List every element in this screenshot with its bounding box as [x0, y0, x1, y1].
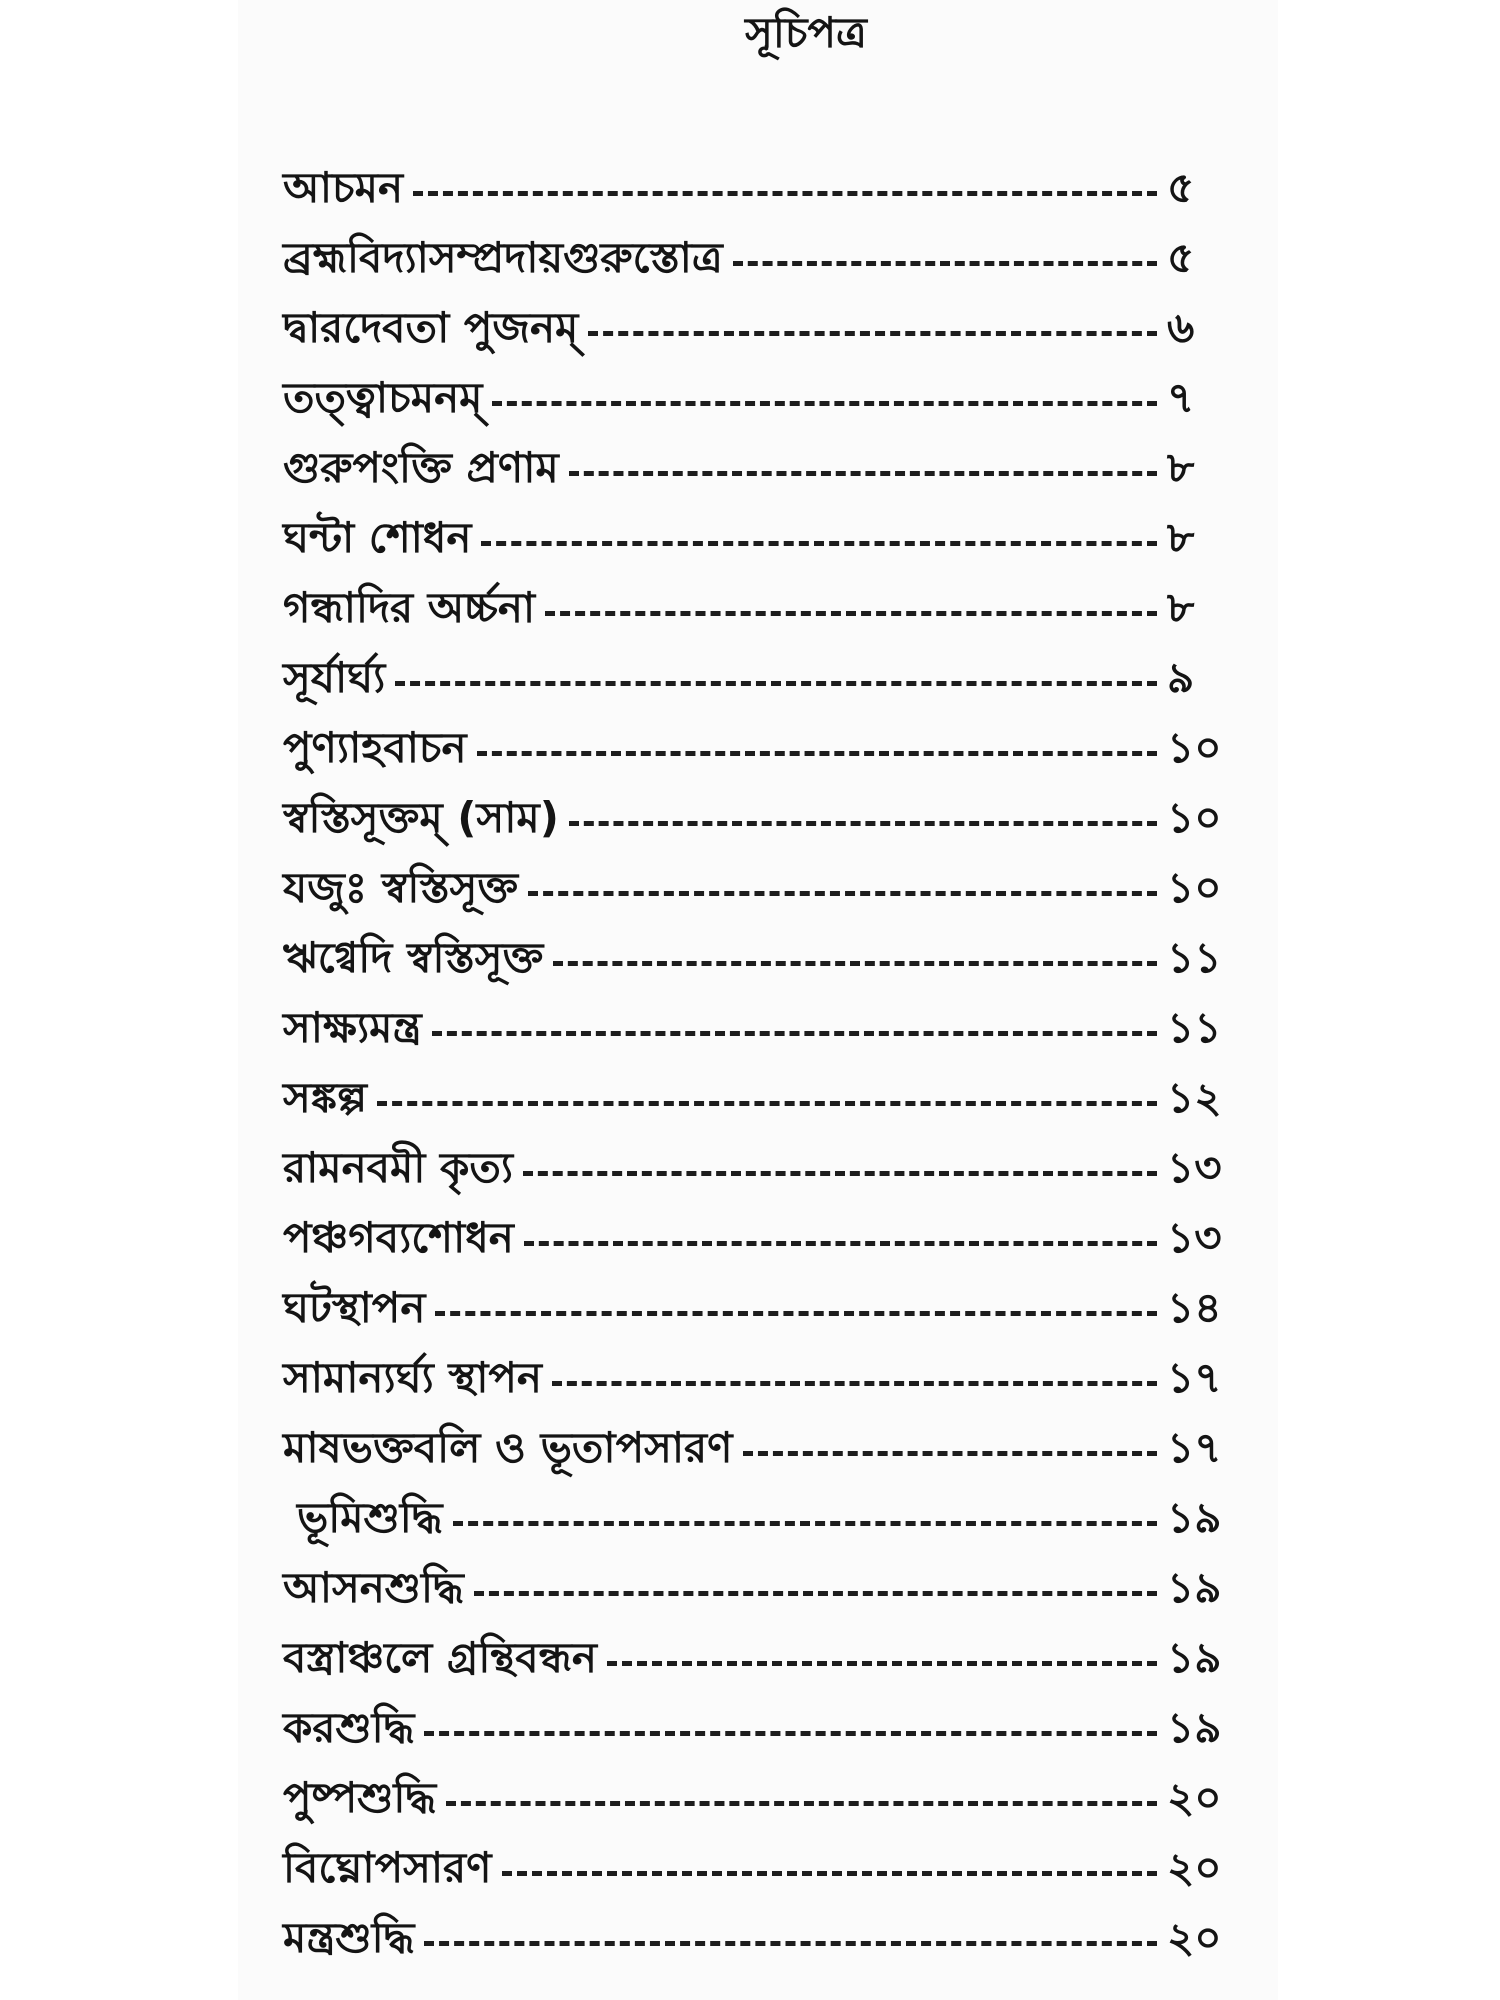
toc-entry-label: পঞ্চগব্যশোধন [283, 1213, 514, 1262]
toc-entry-page-number: ১৪ [1167, 1283, 1222, 1332]
toc-dot-leader [395, 681, 1157, 686]
toc-dot-leader [435, 1311, 1157, 1316]
toc-entry [283, 288, 1223, 358]
toc-dot-leader [481, 541, 1157, 546]
toc-dot-leader [743, 1451, 1157, 1456]
toc-entry-page-number: ১৭ [1167, 1353, 1222, 1402]
toc-entry [283, 848, 1223, 918]
toc-entry [283, 1478, 1223, 1548]
toc-entry-label: রামনবমী কৃত্য [283, 1143, 514, 1192]
toc-entry-page-number: ১১ [1167, 933, 1222, 982]
toc-entry-page-number: ২০ [1167, 1843, 1222, 1892]
toc-entry-label: দ্বারদেবতা পুজনম্ [283, 303, 579, 352]
toc-entry [283, 1338, 1223, 1408]
toc-dot-leader [432, 1031, 1157, 1036]
toc-dot-leader [474, 1591, 1157, 1596]
toc-entry-page-number: ১৯ [1167, 1493, 1222, 1542]
toc-dot-leader [424, 1941, 1157, 1946]
toc-dot-leader [413, 191, 1157, 196]
toc-entry-label: বিঘ্নোপসারণ [283, 1843, 492, 1892]
toc-entry-page-number: ১১ [1167, 1003, 1222, 1052]
toc-entry-label: স্বস্তিসূক্তম্ (সাম) [283, 793, 559, 842]
toc-entry-label: আচমন [283, 163, 404, 212]
toc-entry-page-number: ১০ [1167, 793, 1222, 842]
toc-entry-label: ভূমিশুদ্ধি [297, 1493, 443, 1542]
toc-dot-leader [377, 1101, 1157, 1106]
toc-dot-leader [528, 891, 1157, 896]
toc-entry-label: করশুদ্ধি [283, 1703, 415, 1752]
toc-entry-label: সূর্যার্ঘ্য [283, 653, 386, 702]
toc-entry [283, 358, 1223, 428]
toc-dot-leader [477, 751, 1157, 756]
toc-dot-leader [569, 821, 1157, 826]
toc-dot-leader [492, 401, 1157, 406]
toc-entry [283, 428, 1223, 498]
toc-entry-page-number: ১৯ [1167, 1703, 1222, 1752]
toc-entry-page-number: ১৭ [1167, 1423, 1222, 1472]
toc-dot-leader [552, 1381, 1157, 1386]
toc-entry [283, 918, 1223, 988]
toc-entry-label: ঘন্টা শোধন [283, 513, 472, 562]
toc-entry-page-number: ৮ [1167, 583, 1195, 632]
toc-entry-label: ব্রহ্মবিদ্যাসম্প্রদায়গুরুস্তোত্র [283, 233, 723, 282]
toc-entry-page-number: ৬ [1167, 303, 1195, 352]
toc-entry [283, 1058, 1223, 1128]
toc-entry-page-number: ২০ [1167, 1773, 1222, 1822]
toc-entry-label: সঙ্কল্প [283, 1073, 368, 1122]
toc-entry [283, 148, 1223, 218]
toc-dot-leader [502, 1871, 1157, 1876]
toc-entry-page-number: ৮ [1167, 513, 1195, 562]
toc-entry [283, 1548, 1223, 1618]
toc-entry [283, 1898, 1223, 1968]
toc-entry-label: তত্ত্বাচমনম্ [283, 373, 483, 422]
toc-entry-label: সাক্ষ্যমন্ত্র [283, 1003, 422, 1052]
toc-entry-label: পুষ্পশুদ্ধি [283, 1773, 437, 1822]
toc-entry [283, 1758, 1223, 1828]
toc-entry-page-number: ২০ [1167, 1913, 1222, 1962]
toc-entry-page-number: ১৩ [1167, 1143, 1222, 1192]
toc-entry-page-number: ১৯ [1167, 1563, 1222, 1612]
table-of-contents [283, 148, 1223, 1993]
toc-entry-page-number: ১২ [1167, 1073, 1222, 1122]
page-title: সূচিপত্র [745, 8, 867, 57]
toc-entry-label: পুণ্যাহবাচন [283, 723, 467, 772]
toc-dot-leader [569, 471, 1157, 476]
toc-entry [283, 218, 1223, 288]
toc-entry [283, 1408, 1223, 1478]
toc-dot-leader [553, 961, 1157, 966]
toc-dot-leader [588, 331, 1157, 336]
toc-entry-page-number: ৫ [1167, 163, 1195, 212]
toc-entry-page-number: ৭ [1167, 373, 1195, 422]
toc-dot-leader [545, 611, 1157, 616]
toc-entry-label: ঋগ্বেদি স্বস্তিসূক্ত [283, 933, 544, 982]
toc-entry-label: গুরুপংক্তি প্রণাম [283, 443, 559, 492]
toc-entry-label: আসনশুদ্ধি [283, 1563, 464, 1612]
toc-entry [283, 1268, 1223, 1338]
toc-entry [283, 708, 1223, 778]
toc-entry [283, 778, 1223, 848]
toc-entry-page-number: ৫ [1167, 233, 1195, 282]
toc-entry-label: ঘটস্থাপন [283, 1283, 426, 1332]
toc-entry [283, 1198, 1223, 1268]
toc-entry [283, 568, 1223, 638]
toc-entry [283, 1128, 1223, 1198]
toc-dot-leader [453, 1521, 1157, 1526]
toc-entry-label: বস্ত্রাঞ্চলে গ্রন্থিবন্ধন [283, 1633, 597, 1682]
toc-entry [283, 1618, 1223, 1688]
toc-entry [283, 1828, 1223, 1898]
toc-entry-label: মাষভক্তবলি ও ভূতাপসারণ [283, 1423, 733, 1472]
toc-dot-leader [607, 1661, 1157, 1666]
toc-entry [283, 638, 1223, 708]
toc-entry [283, 1688, 1223, 1758]
toc-entry-label: যজুঃ স্বস্তিসূক্ত [283, 863, 519, 912]
toc-entry-page-number: ৮ [1167, 443, 1195, 492]
toc-entry-label: মন্ত্রশুদ্ধি [283, 1913, 415, 1962]
toc-entry-page-number: ৯ [1167, 653, 1195, 702]
toc-dot-leader [733, 261, 1157, 266]
toc-entry-page-number: ১৯ [1167, 1633, 1222, 1682]
toc-entry-label: সামান্যর্ঘ্য স্থাপন [283, 1353, 542, 1402]
toc-dot-leader [523, 1171, 1157, 1176]
toc-dot-leader [446, 1801, 1157, 1806]
toc-dot-leader [424, 1731, 1157, 1736]
toc-entry [283, 498, 1223, 568]
toc-entry-page-number: ১০ [1167, 863, 1222, 912]
toc-entry-label: গন্ধাদির অর্চ্চনা [283, 583, 536, 632]
toc-dot-leader [524, 1241, 1157, 1246]
toc-entry [283, 988, 1223, 1058]
toc-entry-page-number: ১৩ [1167, 1213, 1222, 1262]
toc-entry-page-number: ১০ [1167, 723, 1222, 772]
